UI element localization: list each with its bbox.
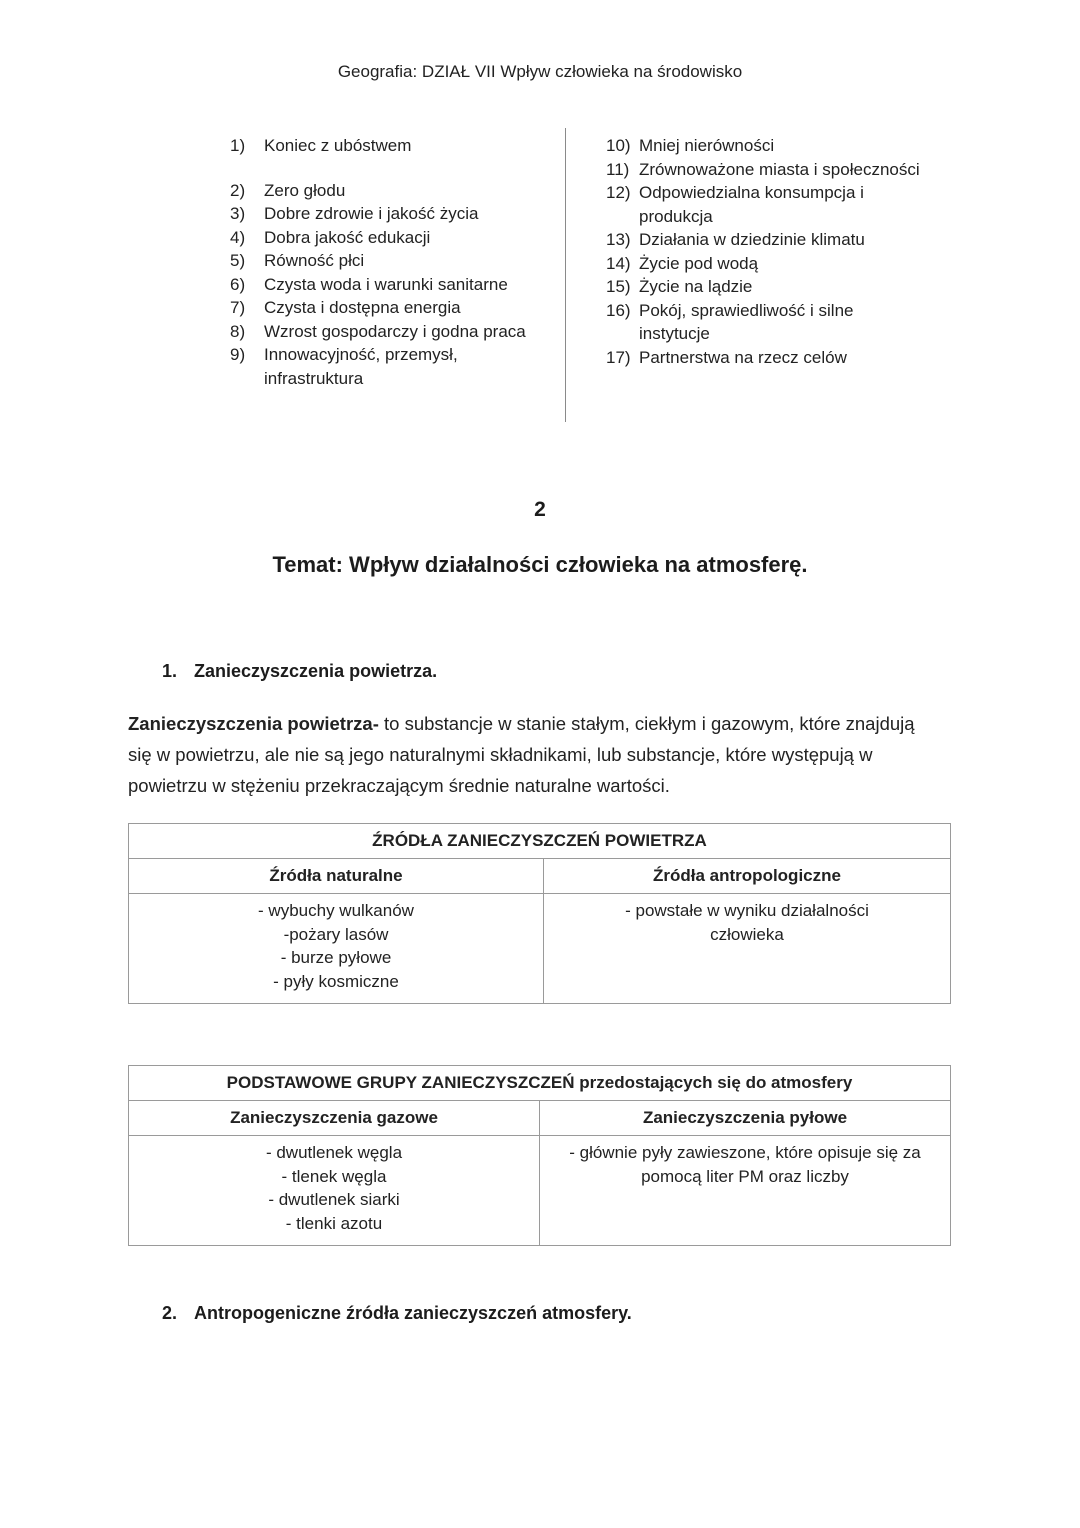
goals-list-right [606,134,966,369]
goal-item [230,134,560,158]
goal-text: Działania w dziedzinie klimatu [639,230,865,249]
goal-item [230,320,560,344]
table-title-bold: PODSTAWOWE GRUPY ZANIECZYSZCZEŃ [226,1073,575,1092]
goal-item [606,181,896,228]
goal-number: 4) [230,227,246,247]
table-title-rest: przedostających się do atmosfery [574,1073,853,1092]
anthropological-sources-cell [544,894,951,1004]
goal-item [230,226,560,250]
goal-number: 2) [230,180,246,200]
table-title [129,1066,951,1101]
goal-text: Zero głodu [264,180,346,200]
list-item: pomocą liter PM oraz liczby [641,1166,849,1186]
goal-item [606,158,966,182]
goal-text: Odpowiedzialna konsumpcja i produkcja [639,183,864,226]
goal-item [606,252,966,276]
goal-number: 14) [606,253,631,273]
definition-term: Zanieczyszczenia powietrza- [128,713,379,734]
goal-item [230,343,560,390]
pollution-sources-table [128,823,951,1004]
list-item: - dwutlenek siarki [268,1190,400,1209]
goal-item [606,134,966,158]
list-item: - dwutlenek węgla [265,1143,403,1162]
table-title: ŹRÓDŁA ZANIECZYSZCZEŃ POWIETRZA [129,824,951,859]
lesson-topic: Temat: Wpływ działalności człowieka na atmosferę. [272,552,808,577]
goal-text: Wzrost gospodarczy i godna praca [264,321,526,341]
page-number: 2 [534,498,546,521]
goal-number: 3) [230,204,246,223]
goal-text: Dobre zdrowie i jakość życia [264,204,479,223]
goals-list-left [230,134,560,390]
list-item: - głównie pyły zawieszone, które opisuje się za [569,1143,921,1162]
goal-text: Czysta i dostępna energia [264,298,461,317]
list-item: -pożary lasów [283,924,389,944]
goal-item [230,202,560,226]
goal-number: 9) [230,345,246,364]
section-title: Antropogeniczne źródła zanieczyszczeń atmosfery. [194,1303,632,1323]
goal-text: Pokój, sprawiedliwość i silne instytucje [639,300,854,343]
column-header-anthropological: Źródła antropologiczne [544,859,951,894]
natural-sources-cell [129,894,544,1004]
goal-number: 12) [606,183,631,202]
list-item: - tlenek węgla [281,1166,387,1186]
goal-number: 6) [230,274,246,294]
gaseous-pollutants-cell [129,1136,540,1246]
dust-pollutants-cell [540,1136,951,1246]
definition-paragraph [128,708,928,801]
goal-number: 13) [606,230,631,249]
goal-text: Partnerstwa na rzecz celów [639,347,847,367]
column-header-gaseous: Zanieczyszczenia gazowe [129,1101,540,1136]
goal-number: 15) [606,277,631,296]
section-title: Zanieczyszczenia powietrza. [194,661,438,681]
goal-text: Koniec z ubóstwem [264,136,412,155]
goal-number: 7) [230,298,246,317]
list-item: - powstałe w wyniku działalności [625,901,869,920]
goal-item [230,249,560,273]
column-header-dust: Zanieczyszczenia pyłowe [540,1101,951,1136]
definition-text: to substancje w stanie stałym, ciekłym i gazowym, które znajdują się w powietrzu, ale nie są jego naturalnymi składnikami, lub substancje, które występują w powietrzu w stężeniu przekraczającym średnie naturalne wartości. [128,713,915,796]
goal-number: 1) [230,136,246,155]
column-header-natural: Źródła naturalne [129,859,544,894]
section-heading-1 [162,661,437,682]
goal-number: 16) [606,300,631,320]
section-heading-2 [162,1303,632,1324]
goal-number: 10) [606,136,631,155]
list-item: - pyły kosmiczne [273,971,399,991]
list-item: - wybuchy wulkanów [258,901,414,920]
column-divider [565,128,566,422]
goal-item [606,299,886,346]
goal-text: Równość płci [264,251,365,270]
page-header: Geografia: DZIAŁ VII Wpływ człowieka na środowisko [337,62,743,81]
list-item: - burze pyłowe [280,948,392,967]
list-item: człowieka [710,924,784,944]
section-number: 1. [162,661,178,681]
list-item: - tlenki azotu [285,1213,383,1233]
goal-text: Życie na lądzie [639,277,753,296]
goal-text: Zrównoważone miasta i społeczności [639,159,920,179]
section-number: 2. [162,1303,178,1323]
pollution-groups-table [128,1065,951,1246]
goal-item [606,275,966,299]
goal-item [230,179,560,203]
goal-item [230,296,560,320]
goal-number: 8) [230,321,246,341]
goal-item [230,273,560,297]
goal-text: Życie pod wodą [639,253,759,273]
goal-text: Dobra jakość edukacji [264,227,431,247]
goal-text: Innowacyjność, przemysł, infrastruktura [264,345,458,388]
goal-text: Mniej nierówności [639,136,775,155]
goal-item [606,346,966,370]
goal-item [606,228,966,252]
goal-text: Czysta woda i warunki sanitarne [264,274,508,294]
goal-number: 17) [606,347,631,367]
goal-number: 11) [606,159,630,179]
goal-number: 5) [230,251,246,270]
